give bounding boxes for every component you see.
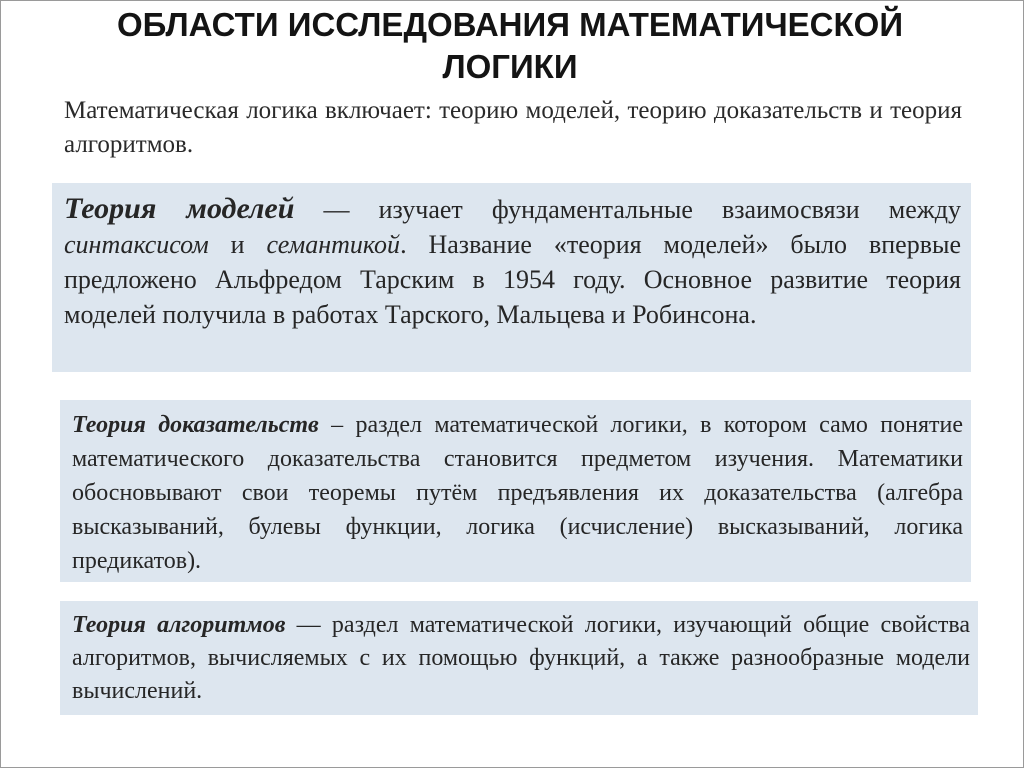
proof-theory-box [60,400,971,582]
algorithm-theory-text: — раздел математической логики, изучающий общие свойства алгоритмов, вычисляемых с их помощью функций, а также разнообразные модели вычислений. [72,612,970,704]
model-theory-term: Теория моделей [64,192,295,225]
proof-theory-text: – раздел математической логики, в котором само понятие математического доказательства становится предметом изучения. Математики обосновывают свои теоремы путём предъявления их доказательства (алгебра высказываний, булевы функции, логика (исчисление) высказываний, логика предикатов). [72,412,963,574]
title-line-1: ОБЛАСТИ ИССЛЕДОВАНИЯ МАТЕМАТИЧЕСКОЙ [116,6,904,43]
model-theory-text-3: . Название «теория моделей» было впервые предложено Альфредом Тарским в 1954 году. Основное развитие теория моделей получила в работах Тарского, Мальцева и Робинсона. [64,230,961,329]
proof-theory-term: Теория доказательств [72,412,319,438]
semantics-term: семантикой [266,230,401,259]
title-line-2: ЛОГИКИ [442,48,578,85]
model-theory-text-2: и [208,230,267,259]
model-theory-text-1: — изучает фундаментальные взаимосвязи между [294,195,961,224]
syntax-term: синтаксисом [64,230,209,259]
slide-title [70,4,950,88]
algorithm-theory-term: Теория алгоритмов [72,612,286,638]
intro-paragraph: Математическая логика включает: теорию моделей, теорию доказательств и теория алгоритмов. [64,97,962,158]
model-theory-box [52,183,971,372]
algorithm-theory-box [60,601,978,715]
